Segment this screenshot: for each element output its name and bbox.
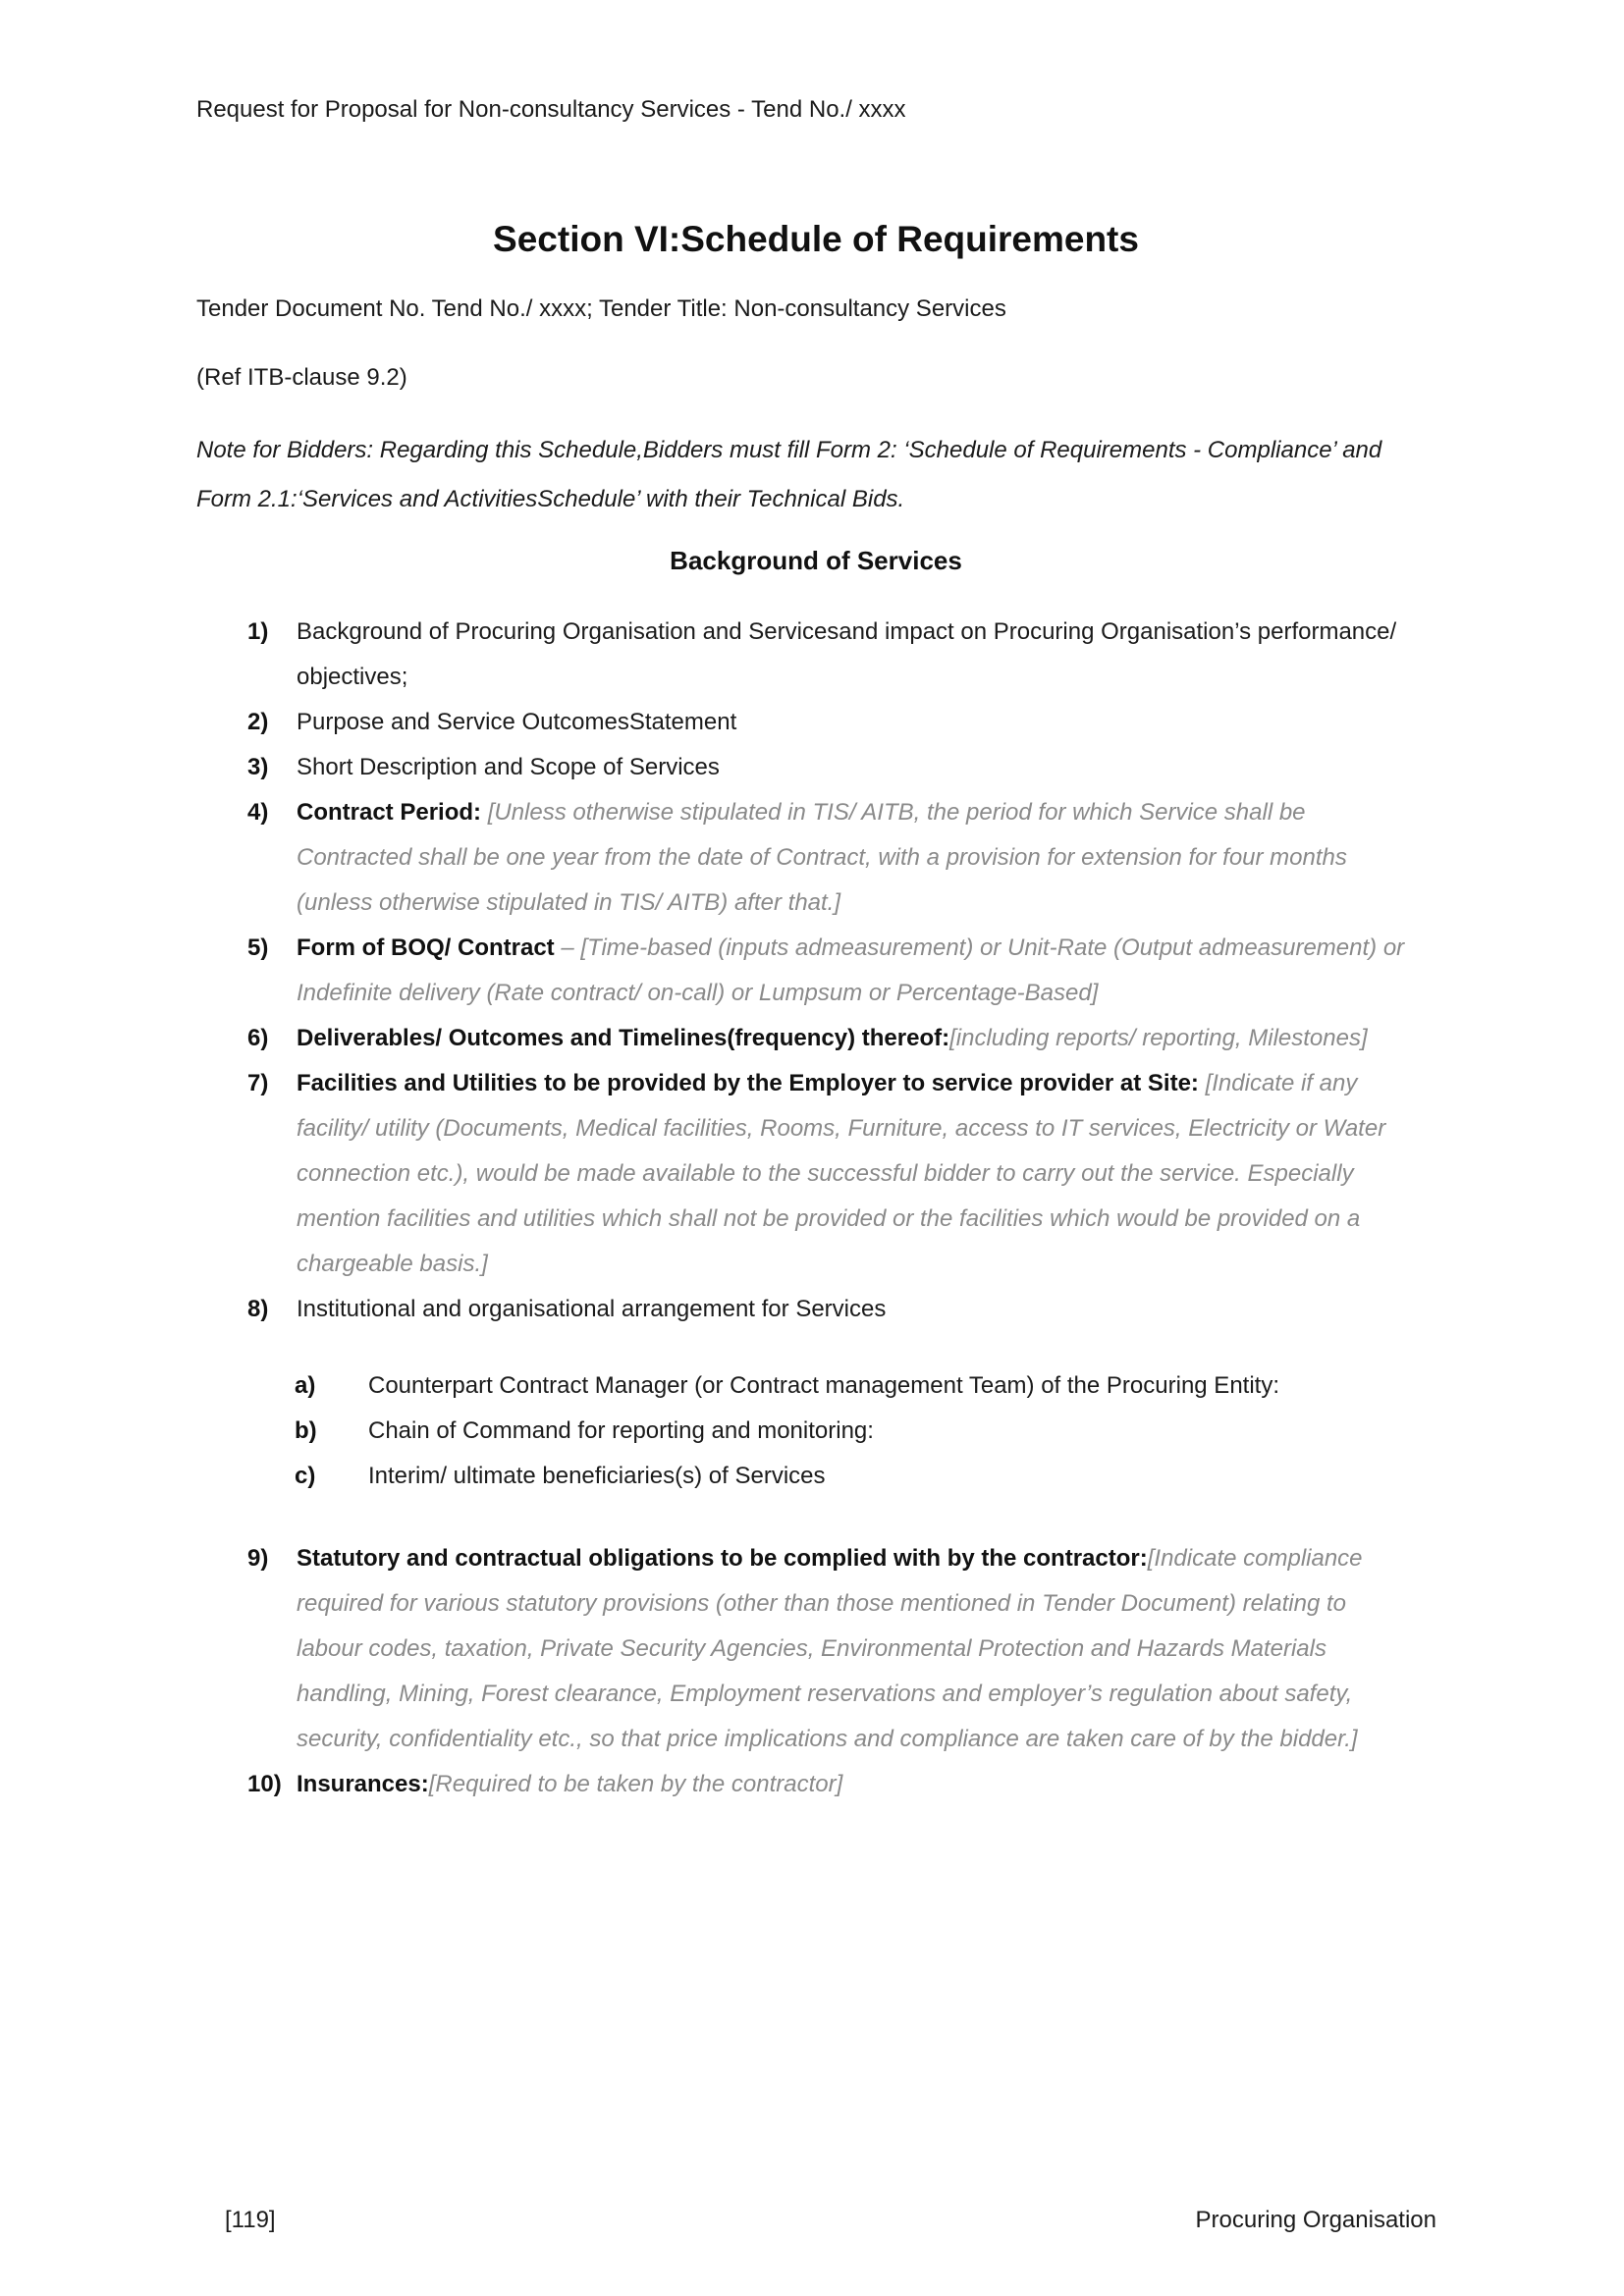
sub-list-item-body: Chain of Command for reporting and monitoring: [368, 1417, 874, 1445]
page-number: [119] [225, 2207, 276, 2233]
list-item-body: Purpose and Service OutcomesStatement [297, 709, 737, 736]
list-item-lead: Deliverables/ Outcomes and Timelines(frequency) thereof: [297, 1025, 950, 1052]
list-item-placeholder: [including reports/ reporting, Milestones] [949, 1025, 1368, 1052]
running-header: Request for Proposal for Non-consultancy Services - Tend No./ xxxx [196, 96, 906, 123]
sub-list-item-letter: b) [295, 1417, 317, 1445]
list-item-text [297, 1016, 1416, 1061]
background-heading: Background of Services [670, 546, 962, 576]
bidder-note: Note for Bidders: Regarding this Schedule,Bidders must fill Form 2: ‘Schedule of Requirements - Compliance’ and Form 2.1:‘Services and ActivitiesSchedule’ with their Technical Bids. [196, 437, 1382, 513]
list-item [247, 1061, 1416, 1287]
sub-list-item-body: Interim/ ultimate beneficiaries(s) of Services [368, 1463, 826, 1490]
sub-list [295, 1363, 1318, 1499]
list-item-body: Institutional and organisational arrangement for Services [297, 1296, 887, 1323]
page-footer [225, 2207, 1436, 2234]
sub-list-item-body: Counterpart Contract Manager (or Contract management Team) of the Procuring Entity: [368, 1372, 1279, 1400]
list-item-placeholder: [Required to be taken by the contractor] [428, 1771, 843, 1798]
list-item-placeholder: – [Time-based (inputs admeasurement) or Unit-Rate (Output admeasurement) or Indefinite delivery (Rate contract/ on-call) or Lumpsum or Percentage-Based] [297, 934, 1405, 1007]
list-item-text [297, 1762, 1416, 1807]
list-item-number: 6) [247, 1025, 269, 1052]
footer-organisation: Procuring Organisation [1195, 2207, 1436, 2233]
list-item-number: 5) [247, 934, 269, 962]
sub-list-item-letter: a) [295, 1372, 316, 1400]
list-item-placeholder: [Indicate if any facility/ utility (Documents, Medical facilities, Rooms, Furniture, access to IT services, Electricity or Water connection etc.), would be made available to the successful bidder to carry out the service. Especially mention facilities and utilities which shall not be provided or the facilities which would be provided on a chargeable basis.] [297, 1070, 1386, 1278]
list-item-text [297, 926, 1416, 1016]
list-item [247, 1762, 1416, 1807]
list-item [247, 1536, 1416, 1762]
list-item-text [297, 1287, 1416, 1332]
sub-list-item-letter: c) [295, 1463, 316, 1490]
list-item [247, 700, 1416, 745]
list-item [247, 610, 1416, 700]
list-item [247, 926, 1416, 1016]
sub-list-item [295, 1454, 1318, 1499]
list-item-text [297, 1536, 1416, 1762]
list-item [247, 790, 1416, 926]
sub-list-item-text [368, 1363, 1318, 1409]
list-item-body: Short Description and Scope of Services [297, 754, 720, 781]
list-item-number: 9) [247, 1545, 269, 1573]
list-item-number: 3) [247, 754, 269, 781]
page-content [196, 0, 1435, 1807]
list-item-number: 4) [247, 799, 269, 827]
list-item-lead: Insurances: [297, 1771, 429, 1798]
list-item-text [297, 610, 1416, 700]
ref-clause-line: (Ref ITB-clause 9.2) [196, 364, 407, 392]
list-item-number: 7) [247, 1070, 269, 1097]
list-item-number: 1) [247, 618, 269, 646]
list-item-placeholder: [Indicate compliance required for various statutory provisions (other than those mentioned in Tender Document) relating to labour codes, taxation, Private Security Agencies, Environmental Protection and Hazards Materials handling, Mining, Forest clearance, Employment reservations and employer’s regulation about safety, security, confidentiality etc., so that price implications and compliance are taken care of by the bidder.] [297, 1545, 1363, 1753]
list-item-text [297, 745, 1416, 790]
list-item-text [297, 1061, 1416, 1287]
tender-line: Tender Document No. Tend No./ xxxx; Tender Title: Non-consultancy Services [196, 295, 1006, 323]
list-item-lead: Statutory and contractual obligations to be complied with by the contractor: [297, 1545, 1148, 1573]
list-item-lead: Contract Period: [297, 799, 488, 827]
sub-list-item [295, 1409, 1318, 1454]
list-item-body: Background of Procuring Organisation and Servicesand impact on Procuring Organisation’s performance/ objectives; [297, 618, 1397, 691]
list-item-number: 2) [247, 709, 269, 736]
list-item-text [297, 790, 1416, 926]
sub-list-item-text [368, 1454, 1318, 1499]
sub-list-item-text [368, 1409, 1318, 1454]
list-item [247, 1287, 1416, 1332]
list-item-placeholder: [Unless otherwise stipulated in TIS/ AITB, the period for which Service shall be Contracted shall be one year from the date of Contract, with a provision for extension for four months (unless otherwise stipulated in TIS/ AITB) after that.] [297, 799, 1347, 917]
list-item-lead: Form of BOQ/ Contract [297, 934, 562, 962]
list-item-number: 8) [247, 1296, 269, 1323]
list-item-number: 10) [247, 1771, 282, 1798]
section-title: Section VI:Schedule of Requirements [493, 218, 1139, 259]
list-item-lead: Facilities and Utilities to be provided by the Employer to service provider at Site: [297, 1070, 1206, 1097]
requirements-list [247, 610, 1416, 1807]
list-item [247, 1016, 1416, 1061]
sub-list-item [295, 1363, 1318, 1409]
list-item-text [297, 700, 1416, 745]
list-item [247, 745, 1416, 790]
